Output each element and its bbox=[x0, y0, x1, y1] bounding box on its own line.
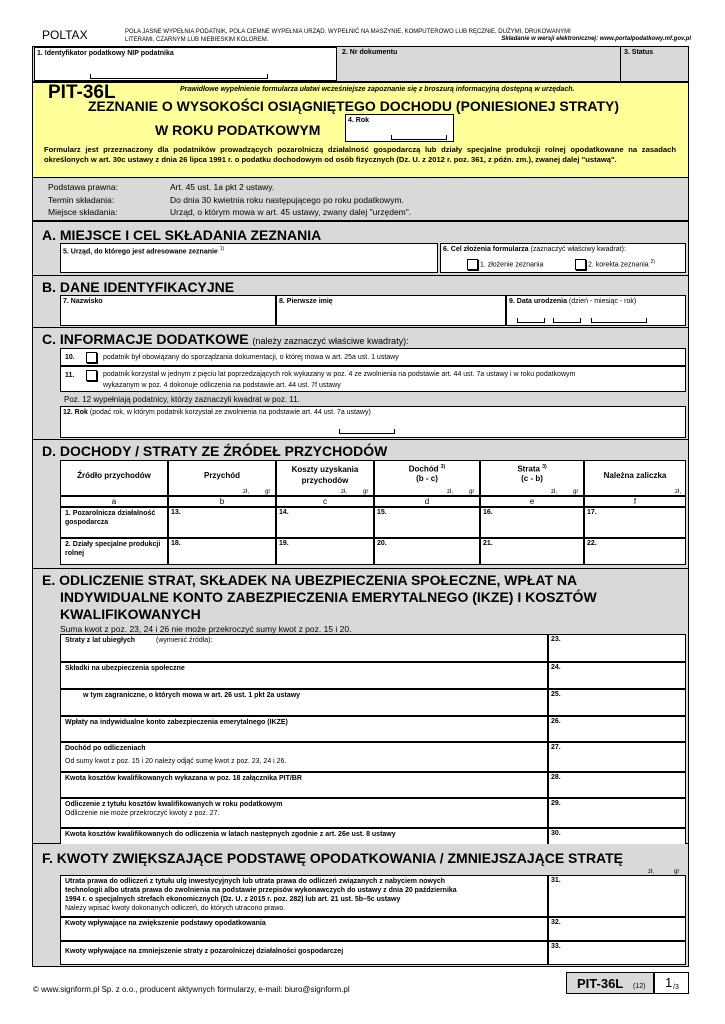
checkbox-submission[interactable] bbox=[467, 259, 478, 270]
col-letter-f: f bbox=[584, 496, 686, 507]
field-27[interactable] bbox=[548, 742, 686, 772]
info-11-text-2: wykazanym w poz. 4 dokonuje odliczenia na podstawie art. 44 ust. 7f ustawy bbox=[103, 382, 341, 389]
legal-key: Termin składania: bbox=[48, 194, 115, 205]
field-22[interactable]: 22. bbox=[584, 538, 686, 565]
col-advance-header: Należna zaliczka zł, bbox=[584, 460, 686, 496]
field-32[interactable]: 32. bbox=[548, 917, 686, 941]
first-name-label: 8. Pierwsze imię bbox=[279, 298, 333, 305]
legal-value: Do dnia 30 kwietnia roku następującego po roku podatkowym. bbox=[170, 194, 404, 205]
col-revenue-header: Przychód zł, gr bbox=[168, 460, 276, 496]
field-26[interactable] bbox=[548, 716, 686, 742]
legal-row bbox=[48, 206, 411, 219]
col-income-header: Dochód $^{3)}$ (b - c) zł, gr bbox=[374, 460, 480, 496]
instruction-line-2: LITERAMI, CZARNYM LUB NIEBIESKIM KOLOREM. bbox=[125, 37, 269, 43]
col-letter-c: c bbox=[276, 496, 374, 507]
option-submission[interactable]: 1. złożenie zeznania bbox=[467, 259, 543, 270]
field-number: 23. bbox=[551, 636, 561, 643]
field-21[interactable]: 21. bbox=[480, 538, 584, 565]
field-number: 27. bbox=[551, 744, 561, 751]
form-title-line-1: ZEZNANIE O WYSOKOŚCI OSIĄGNIĘTEGO DOCHODU (PONIESIONEJ STRATY) bbox=[88, 98, 620, 114]
footer-code: PIT-36L bbox=[577, 976, 624, 991]
legal-row bbox=[48, 194, 411, 207]
deduction-row-note: Odliczenie nie może przekroczyć kwoty z poz. 27. bbox=[65, 810, 220, 817]
field-33[interactable]: 33. bbox=[548, 941, 686, 965]
deduction-row-label bbox=[60, 634, 548, 662]
instruction-line-1: POLA JASNE WYPEŁNIA PODATNIK, POLA CIEMNE WYPEŁNIA URZĄD. WYPEŁNIĆ NA MASZYNIE, KOMPUTEROWO LUB RĘCZNIE, DUŻYMI, DRUKOWANYMI bbox=[125, 29, 571, 35]
field-28[interactable] bbox=[548, 772, 686, 798]
form-title-line-2: W ROKU PODATKOWYM bbox=[155, 122, 321, 138]
tax-office-field[interactable] bbox=[60, 243, 438, 273]
legal-key: Podstawa prawna: bbox=[48, 182, 118, 192]
year-label: 4. Rok bbox=[348, 117, 370, 124]
field-13[interactable]: 13. bbox=[168, 507, 276, 538]
nip-field[interactable] bbox=[34, 47, 337, 81]
poz-12-note: Poz. 12 wypełniają podatnicy, którzy zaznaczyli kwadrat w poz. 11. bbox=[64, 395, 300, 404]
info-10-field bbox=[60, 348, 686, 366]
deduction-row-hint: (wymienić źródła): bbox=[156, 637, 213, 644]
col-letter-a: a bbox=[60, 496, 168, 507]
field-16[interactable]: 16. bbox=[480, 507, 584, 538]
surname-label: 7. Nazwisko bbox=[63, 298, 103, 305]
footer-code-box bbox=[566, 972, 654, 994]
info-11-checkbox[interactable] bbox=[86, 370, 97, 381]
deduction-row-title: Dochód po odliczeniach bbox=[65, 745, 146, 752]
row-31-line-4: Należy wpisać kwoty dokonanych odliczeń, do których utracono prawo. bbox=[65, 905, 286, 912]
row-33-label: Kwoty wpływające na zmniejszenie straty z pozarolniczej działalności gospodarczej bbox=[60, 941, 548, 965]
row-31-line-2: technologii albo utrata prawa do zwolnienia na podstawie przepisów wykonawczych do ustawy z dnia 20 października bbox=[65, 887, 457, 894]
section-b-title: B. DANE IDENTYFIKACYJNE bbox=[42, 279, 235, 295]
field-15[interactable]: 15. bbox=[374, 507, 480, 538]
legal-row bbox=[48, 181, 411, 194]
col-letter-b: b bbox=[168, 496, 276, 507]
field-24[interactable] bbox=[548, 662, 686, 689]
section-e-title-line-1: E. ODLICZENIE STRAT, SKŁADEK NA UBEZPIECZENIA SPOŁECZNE, WPŁAT NA bbox=[42, 572, 578, 588]
field-number: 24. bbox=[551, 664, 561, 671]
deduction-row-label bbox=[60, 716, 548, 742]
deduction-row-title: w tym zagraniczne, o których mowa w art. 26 ust. 1 pkt 2a ustawy bbox=[83, 692, 301, 699]
deduction-row-title: Odliczenie z tytułu kosztów kwalifikowanych w roku podatkowym bbox=[65, 801, 283, 808]
deduction-row-title: Straty z lat ubiegłych bbox=[65, 637, 136, 644]
info-10-number: 10. bbox=[65, 354, 75, 361]
deduction-row-title: Kwota kosztów kwalifikowanych do odliczenia w latach następnych zgodnie z art. 26e ust. 8 ustawy bbox=[65, 831, 396, 838]
section-e-title-line-3: KWALIFIKOWANYCH bbox=[60, 606, 201, 622]
field-31[interactable]: 31. bbox=[548, 875, 686, 917]
col-loss-header: Strata $^{3)}$ (c - b) zł, gr bbox=[480, 460, 584, 496]
col-letter-d: d bbox=[374, 496, 480, 507]
section-e-note: Suma kwot z poz. 23, 24 i 26 nie może przekroczyć sumy kwot z poz. 15 i 20. bbox=[60, 624, 352, 634]
electronic-filing-note: Składanie w wersji elektronicznej: www.portalpodatkowy.mf.gov.pl bbox=[501, 36, 691, 42]
field-number: 29. bbox=[551, 800, 561, 807]
nip-label: 1. Identyfikator podatkowy NIP podatnika bbox=[37, 50, 174, 57]
field-25[interactable] bbox=[548, 689, 686, 716]
birth-day-comb bbox=[517, 318, 545, 323]
field-19[interactable]: 19. bbox=[276, 538, 374, 565]
option-correction[interactable]: 2. korekta zeznania $^{2)}$ bbox=[575, 259, 655, 270]
info-11-field bbox=[60, 366, 686, 392]
exemption-year-field[interactable] bbox=[60, 406, 686, 438]
row-business-label: 1. Pozarolnicza działalność gospodarcza bbox=[60, 507, 168, 538]
field-29[interactable] bbox=[548, 798, 686, 828]
info-10-text: podatnik był obowiązany do sporządzania dokumentacji, o której mowa w art. 25a ust. 1 ustawy bbox=[103, 354, 399, 361]
field-23[interactable] bbox=[548, 634, 686, 662]
legal-value: Urząd, o którym mowa w art. 45 ustawy, zwany dalej "urzędem". bbox=[170, 207, 412, 217]
first-name-field[interactable] bbox=[276, 295, 506, 326]
section-e-title bbox=[42, 572, 597, 623]
form-purpose: Formularz jest przeznaczony dla podatników prowadzących pozarolniczą działalność gospodarczą lub działy specjalne produkcji rolnej opodatkowane na zasadach określonych w art. 30c ustawy z dnia 26 lipca 1991 r. o podatku dochodowym od osób fizycznych (Dz. U. z 2012 r. poz. 361, z późn. zm.), zwanej dalej "ustawą". bbox=[44, 145, 676, 164]
deduction-row-title: Składki na ubezpieczenia społeczne bbox=[65, 665, 185, 672]
col-source-header: Źródło przychodów bbox=[60, 460, 168, 496]
surname-field[interactable] bbox=[60, 295, 276, 326]
info-10-checkbox[interactable] bbox=[86, 352, 97, 363]
col-costs-header: Koszty uzyskania przychodów zł, gr bbox=[276, 460, 374, 496]
deduction-row-label bbox=[60, 772, 548, 798]
info-11-text-1: podatnik korzystał w jednym z pięciu lat poprzedzających rok wykazany w poz. 4 ze zwolnienia na podstawie art. 44 ust. 7a ustawy i w roku podatkowym bbox=[103, 371, 576, 378]
section-f-gr: gr bbox=[674, 869, 680, 875]
deduction-row-label bbox=[60, 662, 548, 689]
deduction-row-label bbox=[60, 742, 548, 772]
row-agriculture-label: 2. Działy specjalne produkcji rolnej bbox=[60, 538, 168, 565]
exemption-year-comb bbox=[339, 429, 395, 434]
field-17[interactable]: 17. bbox=[584, 507, 686, 538]
deduction-row-title: Kwota kosztów kwalifikowanych wykazana w poz. 18 załącznika PIT/BR bbox=[65, 775, 302, 782]
birth-year-comb bbox=[591, 318, 647, 323]
instruction-note: Prawidłowe wypełnienie formularza ułatwi wcześniejsze zapoznanie się z broszurą informacyjną dostępną w urzędach. bbox=[180, 86, 575, 93]
deduction-row-label bbox=[60, 798, 548, 828]
checkbox-correction[interactable] bbox=[575, 259, 586, 270]
birth-month-comb bbox=[553, 318, 581, 323]
deduction-row-title: Wpłaty na indywidualne konto zabezpieczenia emerytalnego (IKZE) bbox=[65, 719, 288, 726]
footer-page-box bbox=[654, 972, 689, 994]
legal-key: Miejsce składania: bbox=[48, 207, 118, 217]
footer-version: (12) bbox=[633, 983, 646, 990]
field-number: 28. bbox=[551, 774, 561, 781]
section-f-title: F. KWOTY ZWIĘKSZAJĄCE PODSTAWĘ OPODATKOWANIA / ZMNIEJSZAJĄCE STRATĘ bbox=[42, 850, 624, 866]
section-d-title: D. DOCHODY / STRATY ZE ŹRÓDEŁ PRZYCHODÓW bbox=[42, 443, 388, 459]
deduction-row-note: Od sumy kwot z poz. 15 i 20 należy odjąć sumę kwot z poz. 23, 24 i 26. bbox=[65, 758, 287, 765]
section-e-title-line-2: INDYWIDUALNE KONTO ZABEZPIECZENIA EMERYTALNEGO (IKZE) I KOSZTÓW bbox=[60, 589, 597, 605]
section-f-zl: zł, bbox=[648, 869, 654, 875]
document-number-label: 2. Nr dokumentu bbox=[342, 49, 398, 56]
section-a-title: A. MIEJSCE I CEL SKŁADANIA ZEZNANIA bbox=[42, 227, 322, 243]
form-code: PIT-36L bbox=[48, 82, 116, 103]
section-c-title: C. INFORMACJE DODATKOWE (należy zaznaczyć właściwe kwadraty): bbox=[42, 331, 409, 347]
field-number: 30. bbox=[551, 830, 561, 837]
income-table bbox=[60, 460, 686, 567]
footer-copyright: © www.signform.pl Sp. z o.o., producent aktywnych formularzy, e-mail: biuro@signform.pl bbox=[33, 985, 350, 994]
field-14[interactable]: 14. bbox=[276, 507, 374, 538]
field-18[interactable]: 18. bbox=[168, 538, 276, 565]
legal-info bbox=[48, 181, 411, 219]
birth-date-label: 9. Data urodzenia (dzień - miesiąc - rok) bbox=[509, 298, 637, 305]
field-number: 26. bbox=[551, 718, 561, 725]
tax-office-label: 5. Urząd, do którego jest adresowane zeznanie $^{1)}$ bbox=[63, 246, 225, 256]
row-31-label bbox=[60, 875, 548, 917]
birth-date-field[interactable] bbox=[506, 295, 686, 326]
purpose-field bbox=[440, 243, 686, 273]
row-31-line-1: Utrata prawa do odliczeń z tytułu ulg inwestycyjnych lub utrata prawa do odliczeń związanych z nabyciem nowych bbox=[65, 878, 446, 885]
field-20[interactable]: 20. bbox=[374, 538, 480, 565]
year-field[interactable] bbox=[345, 114, 454, 142]
form-name: POLTAX bbox=[42, 28, 88, 42]
status-divider bbox=[620, 47, 621, 81]
row-31-line-3: 1994 r. o specjalnych strefach ekonomicznych (Dz. U. z 2015 r. poz. 282) lub art. 21 ust. 5b–5c ustawy bbox=[65, 896, 401, 903]
status-label: 3. Status bbox=[624, 49, 654, 56]
deduction-row-label bbox=[60, 689, 548, 716]
legal-value: Art. 45 ust. 1a pkt 2 ustawy. bbox=[170, 182, 275, 192]
nip-comb bbox=[90, 74, 268, 79]
year-comb bbox=[391, 135, 447, 140]
info-11-number: 11. bbox=[65, 372, 75, 379]
purpose-label: 6. Cel złożenia formularza (zaznaczyć właściwy kwadrat): bbox=[443, 246, 626, 253]
row-32-label: Kwoty wpływające na zwiększenie podstawy opodatkowania bbox=[60, 917, 548, 941]
col-letter-e: e bbox=[480, 496, 584, 507]
footer-page: 1 bbox=[665, 975, 673, 990]
exemption-year-label: 12. Rok (podać rok, w którym podatnik korzystał ze zwolnienia na podstawie art. 44 ust. 7a ustawy) bbox=[63, 409, 371, 416]
field-number: 25. bbox=[551, 691, 561, 698]
footer-page-of: /3 bbox=[673, 984, 679, 991]
